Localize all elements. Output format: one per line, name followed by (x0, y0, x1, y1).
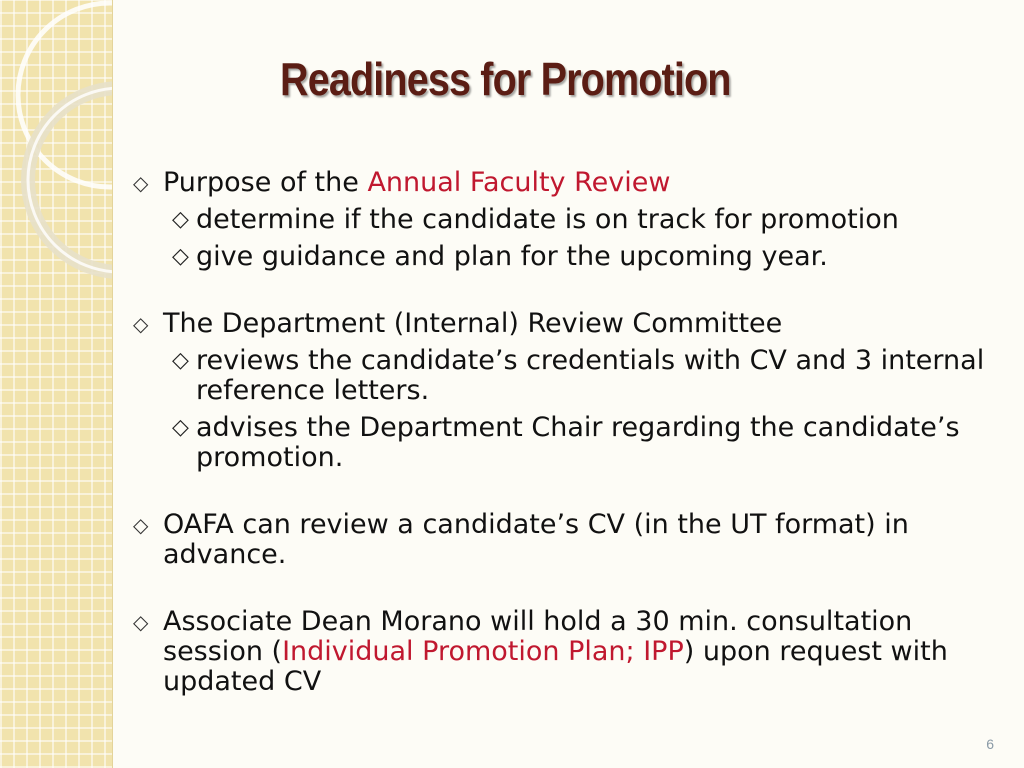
bullet-item (130, 607, 1010, 697)
sub-bullet-text: advises the Department Chair regarding the candidate’s promotion. (196, 412, 960, 473)
bullet-text: The Department (Internal) Review Committee (163, 308, 783, 339)
diamond-outline-icon: ◇ (172, 244, 189, 269)
bullet-text: ) upon request with updated CV (163, 636, 948, 697)
diamond-outline-icon: ◇ (133, 610, 149, 634)
bullet-item (130, 510, 1010, 570)
diamond-outline-icon: ◇ (172, 415, 189, 440)
sub-bullet-item (163, 413, 1010, 473)
sub-bullet-item (163, 242, 1010, 272)
bullet-text: Associate Dean Morano will hold a 30 min. consultation session ( (163, 606, 913, 667)
bullet-item (130, 168, 1010, 272)
slide-content (130, 168, 1010, 734)
sub-bullet-item (163, 205, 1010, 235)
diamond-outline-icon: ◇ (172, 348, 189, 373)
decorative-rings (0, 0, 112, 768)
sub-bullet-text: reviews the candidate’s credentials with CV and 3 internal reference letters. (196, 345, 985, 406)
decorative-side-panel (0, 0, 113, 768)
slide-title: Readiness for Promotion (280, 53, 731, 105)
page-number: 6 (986, 736, 994, 752)
sub-bullet-text: give guidance and plan for the upcoming year. (196, 241, 828, 272)
bullet-text: OAFA can review a candidate’s CV (in the UT format) in advance. (163, 509, 909, 570)
highlight-text: Annual Faculty Review (367, 167, 671, 198)
bullet-item (130, 309, 1010, 473)
highlight-text: Individual Promotion Plan; IPP (282, 636, 684, 667)
diamond-outline-icon: ◇ (133, 312, 149, 336)
diamond-outline-icon: ◇ (172, 207, 189, 232)
diamond-outline-icon: ◇ (133, 171, 149, 195)
sub-bullet-item (163, 346, 1010, 406)
diamond-outline-icon: ◇ (133, 513, 149, 537)
sub-bullet-text: determine if the candidate is on track for promotion (196, 204, 899, 235)
bullet-text: Purpose of the (163, 167, 359, 198)
